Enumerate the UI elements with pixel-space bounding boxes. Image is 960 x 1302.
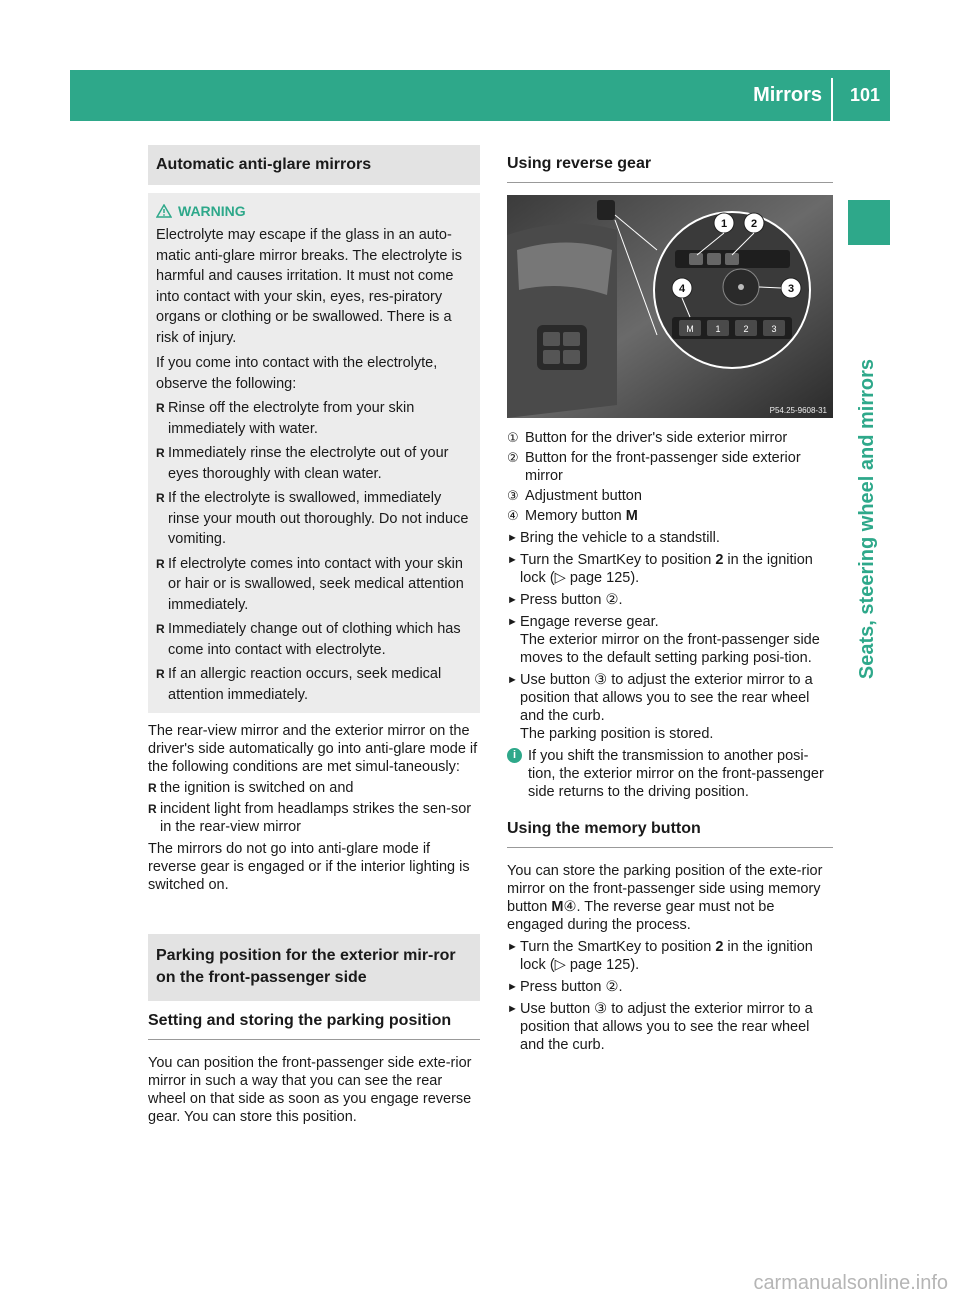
left-column (148, 145, 480, 1126)
figure-legend (507, 429, 833, 525)
list-item: R If electrolyte comes into contact with your skin or hair or is swallowed, seek medical attention immediately. (156, 555, 464, 613)
list-item: R Immediately rinse the electrolyte out of your eyes thoroughly with clean water. (156, 445, 449, 482)
heading-antiglare: Automatic anti-glare mirrors (148, 145, 480, 185)
subheading-memory-button: Using the memory button (507, 819, 833, 848)
list-item: R the ignition is switched on and (148, 780, 354, 796)
list-item: R If an allergic reaction occurs, seek medical attention immediately. (156, 666, 442, 703)
position-paragraph: You can position the front-passenger side exte-rior mirror in such a way that you can see the rear wheel on that side as soon as you engage reverse gear. You can store this position. (148, 1055, 472, 1125)
step-item: ► Press button ②. (507, 592, 623, 608)
warning-label: WARNING (178, 203, 246, 219)
page-header (70, 70, 890, 121)
step-item: ► Use button ③ to adjust the exterior mirror to a position that allows you to see the rear wheel and the curb. The parking position is stored. (507, 672, 813, 742)
figure-button-3: 3 (771, 324, 777, 334)
memory-paragraph: You can store the parking position of the exte-rior mirror on the front-passenger side using memory button M④. The reverse gear must not be engaged during the process. (507, 863, 823, 933)
page-number: 101 (849, 85, 880, 105)
subheading-setting-storing: Setting and storing the parking position (148, 1011, 480, 1040)
figure-code: P54.25-9608-31 (769, 406, 827, 415)
figure-button-2: 2 (743, 324, 749, 334)
chapter-tab (848, 200, 890, 245)
legend-item: ② Button for the front-passenger side exterior mirror (507, 450, 801, 484)
warning-instruction: If you come into contact with the electrolyte, observe the following: (156, 355, 438, 392)
list-item: R If the electrolyte is swallowed, immediately rinse your mouth out thoroughly. Do not induce vomiting. (156, 490, 469, 547)
step-item: ► Turn the SmartKey to position 2 in the ignition lock (▷ page 125). (507, 552, 813, 586)
info-text: If you shift the transmission to another posi-tion, the exterior mirror on the front-passenger side returns to the driving position. (528, 748, 824, 800)
footer-watermark: carmanualsonline.info (753, 1272, 948, 1294)
header-divider (831, 78, 833, 121)
section-title: Mirrors (753, 84, 822, 106)
list-item: R Rinse off the electrolyte from your skin immediately with water. (156, 400, 415, 437)
callout-1: 1 (720, 218, 728, 230)
legend-item: ③ Adjustment button (507, 488, 642, 504)
step-item: ► Bring the vehicle to a standstill. (507, 530, 720, 546)
rearview-paragraph: The rear-view mirror and the exterior mirror on the driver's side automatically go into anti-glare mode if the following conditions are met simul-taneously: (148, 723, 478, 775)
callout-2: 2 (750, 218, 758, 230)
heading-parking-position: Parking position for the exterior mir-ror on the front-passenger side (148, 934, 480, 1001)
door-panel-figure (507, 195, 833, 418)
subheading-reverse-gear: Using reverse gear (507, 154, 833, 183)
legend-item: ④ Memory button M (507, 508, 638, 524)
figure-button-m: M (686, 324, 694, 334)
info-icon: i (507, 748, 522, 763)
callout-3: 3 (787, 283, 795, 295)
callout-4: 4 (678, 283, 686, 295)
info-note (507, 747, 833, 801)
antiglare-exception-paragraph: The mirrors do not go into anti-glare mode if reverse gear is engaged or if the interior lighting is switched on. (148, 841, 470, 893)
warning-title (156, 202, 472, 220)
door-panel-illustration (507, 195, 833, 418)
list-item: R incident light from headlamps strikes the sen-sor in the rear-view mirror (148, 801, 472, 835)
step-item: ► Engage reverse gear. The exterior mirror on the front-passenger side moves to the default setting parking posi-tion. (507, 614, 820, 666)
right-column (507, 145, 833, 1054)
warning-box (148, 193, 480, 713)
warning-text: Electrolyte may escape if the glass in an auto-matic anti-glare mirror breaks. The electrolyte is harmful and causes irritation. It must not come into contact with your skin, eyes, res-piratory organs or clothing or be swallowed. There is a risk of injury. (156, 227, 462, 346)
step-item: ► Press button ②. (507, 979, 623, 995)
figure-button-1: 1 (715, 324, 721, 334)
step-item: ► Use button ③ to adjust the exterior mirror to a position that allows you to see the rear wheel and the curb. (507, 1001, 813, 1053)
chapter-side-label: Seats, steering wheel and mirrors (856, 358, 878, 680)
legend-item: ① Button for the driver's side exterior mirror (507, 430, 788, 446)
list-item: R Immediately change out of clothing which has come into contact with electrolyte. (156, 621, 461, 658)
warning-triangle-icon (156, 204, 172, 218)
step-item: ► Turn the SmartKey to position 2 in the ignition lock (▷ page 125). (507, 939, 813, 973)
